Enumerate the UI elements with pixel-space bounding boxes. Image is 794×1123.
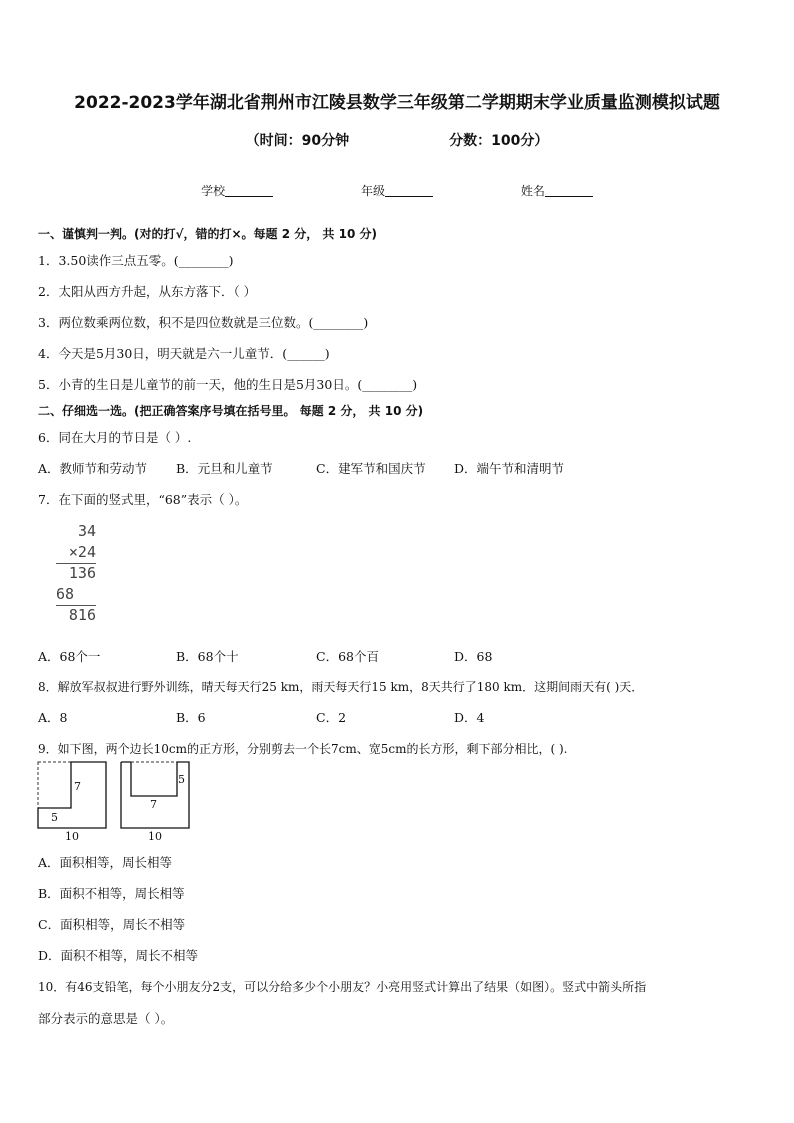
calc-product: 816 xyxy=(68,606,96,624)
q9-figure-1 xyxy=(36,760,108,832)
figure-1-label-b: 5 xyxy=(51,811,58,824)
q8-option-d[interactable]: D．4 xyxy=(454,710,485,725)
calc-multiplier: ×24 xyxy=(68,543,96,561)
figure-2-remaining-shape xyxy=(121,762,189,828)
calc-partial-1: 136 xyxy=(68,564,96,582)
section-1-heading: 一、谨慎判一判。(对的打√，错的打×。每题 2 分， 共 10 分) xyxy=(38,227,377,241)
figure-1-label-c: 10 xyxy=(65,830,79,843)
q8-option-b[interactable]: B．6 xyxy=(176,710,206,725)
q6-option-d[interactable]: D．端午节和清明节 xyxy=(454,461,565,476)
q9-option-d[interactable]: D．面积不相等，周长不相等 xyxy=(38,948,199,963)
q9-option-a[interactable]: A．面积相等，周长相等 xyxy=(38,855,173,870)
question-9: 9．如下图，两个边长10cm的正方形，分别剪去一个长7cm、宽5cm的长方形，剩下部分相比，( ). xyxy=(38,742,568,756)
question-10-line-1: 10．有46支铅笔，每个小朋友分2支，可以分给多少个小朋友？小亮用竖式计算出了结果（如图）。竖式中箭头所指 xyxy=(38,980,647,994)
q7-option-c[interactable]: C．68个百 xyxy=(316,649,379,664)
q7-option-a[interactable]: A．68个一 xyxy=(38,649,101,664)
calc-partial-2: 68 xyxy=(56,585,75,603)
figure-2-label-a: 5 xyxy=(178,773,185,786)
question-7: 7．在下面的竖式里，“68”表示（ ）。 xyxy=(38,492,248,507)
q7-option-b[interactable]: B．68个十 xyxy=(176,649,239,664)
q9-option-c[interactable]: C．面积相等，周长不相等 xyxy=(38,917,186,932)
question-6: 6．同在大月的节日是（ ）. xyxy=(38,430,192,445)
q8-option-c[interactable]: C．2 xyxy=(316,710,347,725)
name-field[interactable]: 姓名 xyxy=(521,182,593,199)
figure-2-label-b: 7 xyxy=(150,798,157,811)
exam-subtitle xyxy=(0,130,794,150)
question-3: 3．两位数乘两位数，积不是四位数就是三位数。(________) xyxy=(38,315,369,330)
q9-figure-2 xyxy=(119,760,191,832)
question-2: 2．太阳从西方升起，从东方落下．（ ） xyxy=(38,284,257,299)
question-5: 5．小青的生日是儿童节的前一天，他的生日是5月30日。(________) xyxy=(38,377,418,392)
q7-vertical-calculation xyxy=(56,521,96,626)
question-4: 4．今天是5月30日，明天就是六一儿童节．(______) xyxy=(38,346,330,361)
section-2-heading: 二、仔细选一选。(把正确答案序号填在括号里。 每题 2 分， 共 10 分) xyxy=(38,404,424,418)
q6-option-b[interactable]: B．元旦和儿童节 xyxy=(176,461,273,476)
q6-option-c[interactable]: C．建军节和国庆节 xyxy=(316,461,426,476)
grade-field[interactable]: 年级 xyxy=(361,182,433,199)
q9-option-b[interactable]: B．面积不相等，周长相等 xyxy=(38,886,185,901)
student-info xyxy=(0,182,794,199)
q6-option-a[interactable]: A．教师节和劳动节 xyxy=(38,461,148,476)
figure-1-square-outline xyxy=(38,762,106,828)
question-1: 1．3.50读作三点五零。(________) xyxy=(38,253,234,268)
calc-rule xyxy=(56,605,96,606)
exam-title: 2022-2023学年湖北省荆州市江陵县数学三年级第二学期期末学业质量监测模拟试题 xyxy=(74,93,720,113)
time-info: （时间：90分钟 xyxy=(245,133,350,149)
score-info: 分数：100分） xyxy=(449,133,549,149)
calc-rule xyxy=(56,563,96,564)
figure-1-remaining-shape xyxy=(38,762,106,828)
question-10-line-2: 部分表示的意思是（ ）。 xyxy=(38,1011,174,1026)
figure-2-label-c: 10 xyxy=(148,830,162,843)
q8-option-a[interactable]: A．8 xyxy=(38,710,68,725)
figure-1-label-a: 7 xyxy=(74,780,81,793)
school-field[interactable]: 学校 xyxy=(201,182,273,199)
q7-option-d[interactable]: D．68 xyxy=(454,649,493,664)
calc-multiplicand: 34 xyxy=(77,522,96,540)
question-8: 8．解放军叔叔进行野外训练，晴天每天行25 km，雨天每天行15 km，8天共行了180 km．这期间雨天有( )天． xyxy=(38,680,644,694)
